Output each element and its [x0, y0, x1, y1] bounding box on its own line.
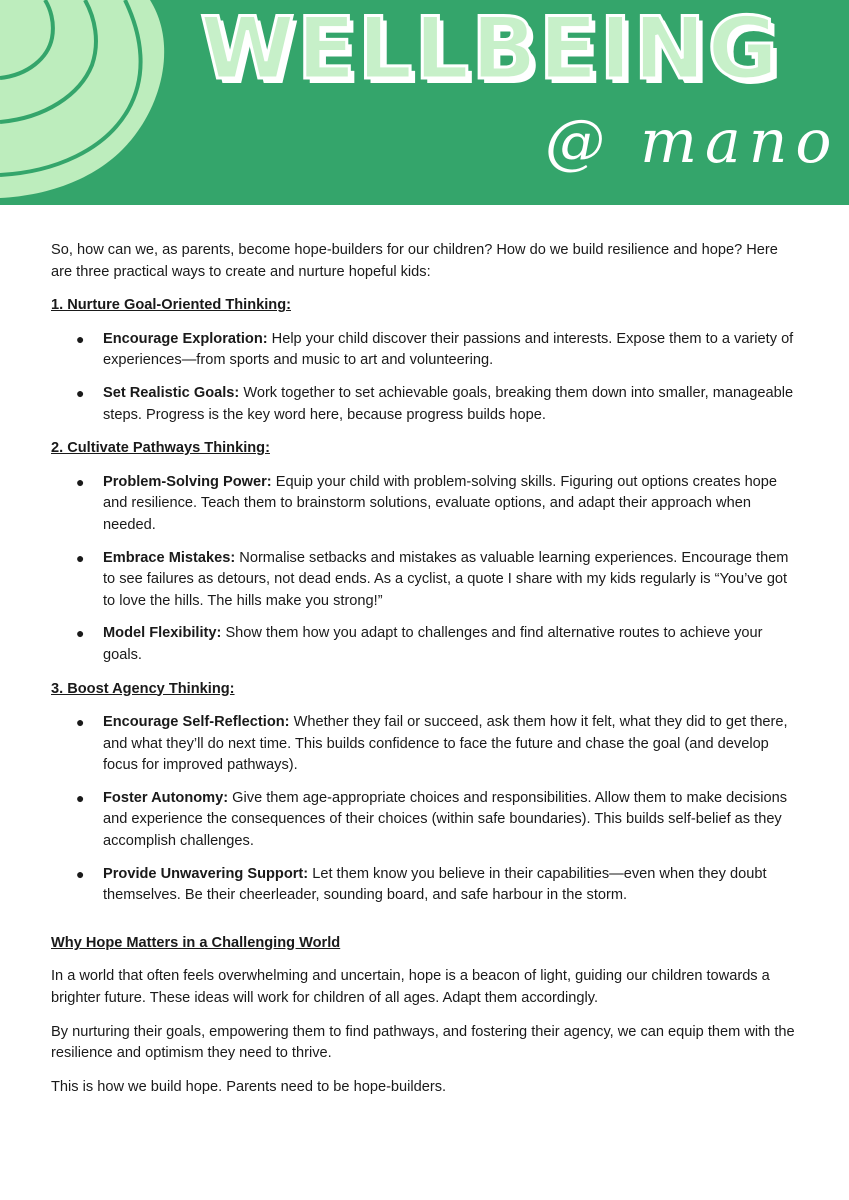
list-item [51, 864, 801, 907]
why-heading: Why Hope Matters in a Challenging World [51, 934, 341, 951]
item-term: Set Realistic Goals: [103, 384, 240, 401]
item-term: Problem-Solving Power: [103, 473, 272, 490]
section-spacer [51, 919, 801, 933]
section-heading: 2. Cultivate Pathways Thinking: [51, 440, 270, 457]
header-banner [0, 0, 849, 205]
why-paragraph: In a world that often feels overwhelming and uncertain, hope is a beacon of light, guiding our children towards a brighter future. These ideas will work for children of all ages. Adapt them accordingly. [51, 968, 770, 1007]
item-term: Model Flexibility: [103, 625, 222, 642]
item-term: Foster Autonomy: [103, 789, 229, 806]
item-text: Equip your child with problem-solving skills. Figuring out options creates hope and resilience. Teach them to brainstorm solutions, evaluate options, and adapt their approach when needed. [103, 473, 778, 533]
item-text: Work together to set achievable goals, breaking them down into smaller, manageable steps. Progress is the key word here, because progress builds hope. [103, 384, 794, 423]
banner-title: WELLBEING [200, 0, 781, 99]
section-heading: 3. Boost Agency Thinking: [51, 680, 235, 697]
item-term: Encourage Exploration: [103, 330, 268, 347]
item-text: Whether they fail or succeed, ask them how it felt, what they did to get there, and what they’ll do next time. This builds confidence to face the future and chase the goal (and develop focus for improved pathways). [103, 714, 788, 774]
item-text: Show them how you adapt to challenges and find alternative routes to achieve your goals. [103, 625, 763, 663]
bullet-icon: ● [76, 789, 85, 806]
item-text: Give them age-appropriate choices and responsibilities. Allow them to make decisions and experience the consequences of their choices (within safe boundaries). This builds self-belief as they accomplish challenges. [103, 789, 788, 850]
item-term: Embrace Mistakes: [103, 549, 236, 566]
list-item [51, 712, 801, 777]
bullet-list [51, 329, 801, 426]
intro-paragraph: So, how can we, as parents, become hope-builders for our children? How do we build resilience and hope? Here are three practical ways to create and nurture hopeful kids: [51, 242, 778, 280]
list-item [51, 788, 801, 853]
list-item [51, 383, 801, 426]
bullet-icon: ● [76, 384, 85, 401]
bullet-icon: ● [76, 625, 85, 642]
list-item [51, 623, 801, 666]
item-text: Let them know you believe in their capabilities—even when they doubt themselves. Be their cheerleader, sounding board, and safe harbour in the storm. [103, 865, 767, 904]
bullet-icon: ● [76, 865, 85, 882]
item-term: Provide Unwavering Support: [103, 865, 309, 882]
bullet-list [51, 712, 801, 907]
bullet-icon: ● [76, 330, 85, 347]
item-text: Help your child discover their passions and interests. Expose them to a variety of experiences—from sports and music to art and volunteering. [103, 330, 794, 369]
article-body [51, 240, 801, 1110]
bullet-icon: ● [76, 549, 85, 566]
banner-subtitle: @ mano [545, 107, 840, 177]
list-item [51, 472, 801, 537]
bullet-icon: ● [76, 714, 85, 731]
why-paragraph: This is how we build hope. Parents need to be hope-builders. [51, 1078, 447, 1095]
item-text: Normalise setbacks and mistakes as valuable learning experiences. Encourage them to see failures as detours, not dead ends. As a cyclist, a quote I share with my kids regularly is “You’ve got to love the hills. The hills make you strong!” [103, 549, 789, 609]
item-term: Encourage Self-Reflection: [103, 714, 290, 731]
why-paragraph: By nurturing their goals, empowering them to find pathways, and fostering their agency, we can equip them with the resilience and optimism they need to thrive. [51, 1023, 795, 1062]
bullet-icon: ● [76, 473, 85, 490]
list-item [51, 329, 801, 372]
list-item [51, 548, 801, 613]
section-heading: 1. Nurture Goal-Oriented Thinking: [51, 297, 291, 314]
bullet-list [51, 472, 801, 667]
